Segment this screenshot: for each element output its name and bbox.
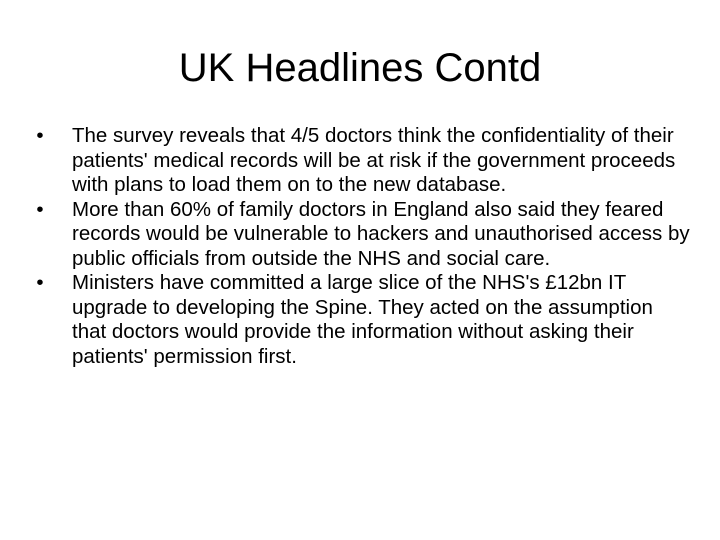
bullet-text: Ministers have committed a large slice of the NHS's £12bn IT upgrade to developing the Spine. They acted on the assumption that doctors would provide the information without asking their patients' permission first. (72, 271, 653, 368)
slide-title: UK Headlines Contd (178, 46, 542, 90)
bullet-dot-icon: • (36, 197, 44, 221)
bullet-item (30, 124, 690, 198)
bullet-item (30, 271, 690, 369)
bullet-text: More than 60% of family doctors in England also said they feared records would be vulnerable to hackers and unauthorised access by public officials from outside the NHS and social care. (72, 197, 690, 270)
bullet-dot-icon: • (36, 124, 44, 147)
bullet-text: The survey reveals that 4/5 doctors think the confidentiality of their patients' medical records will be at risk if the government proceeds with plans to load them on to the new database. (72, 124, 676, 196)
bullet-dot-icon: • (36, 271, 44, 294)
bullet-list (30, 124, 690, 369)
bullet-item (30, 198, 690, 272)
